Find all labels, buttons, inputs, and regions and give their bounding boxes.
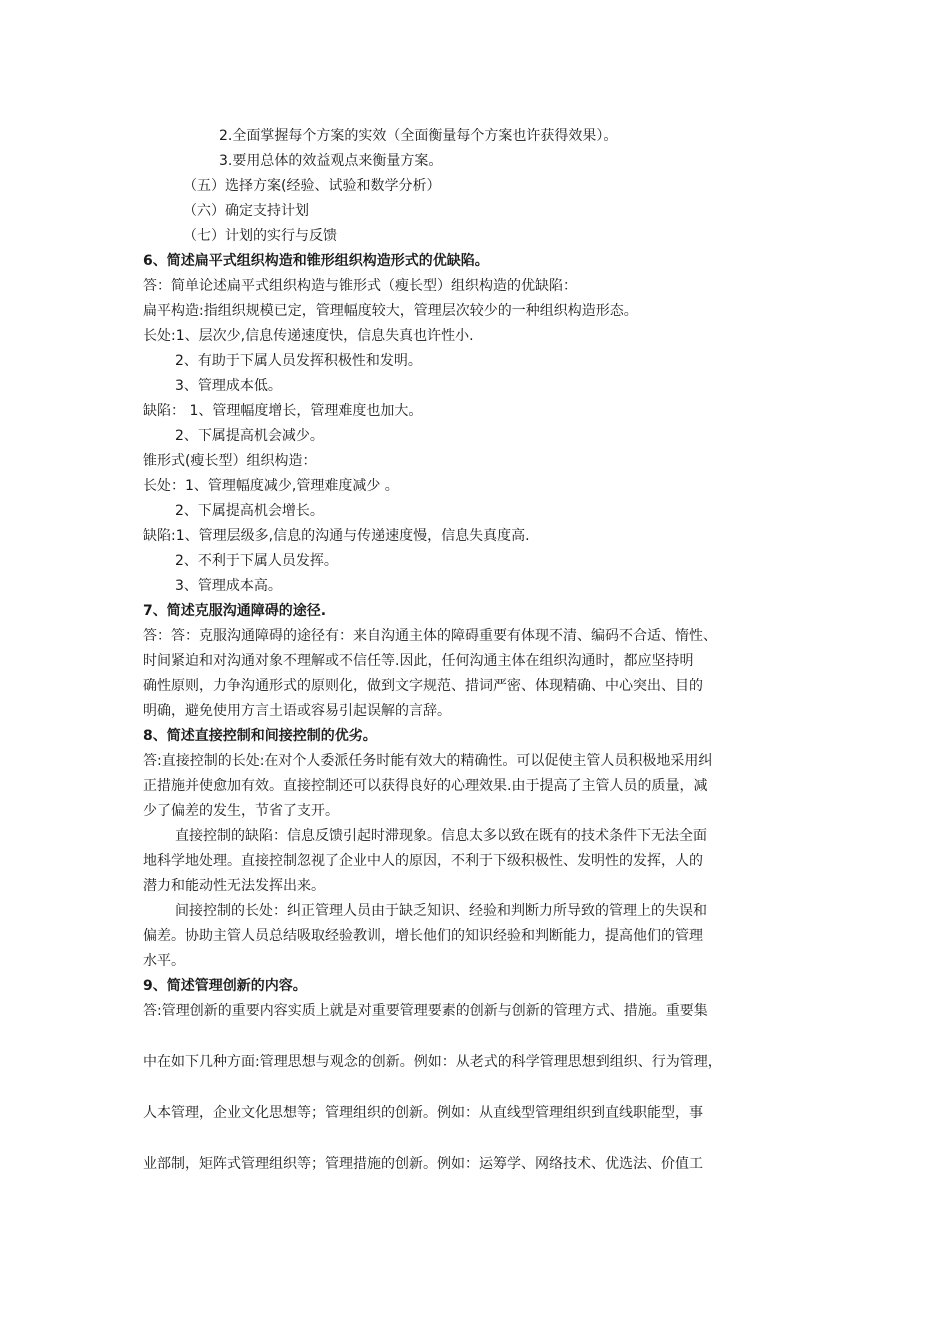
text-line: 答：简单论述扁平式组织构造与锥形式（瘦长型）组织构造的优缺陷：	[143, 278, 577, 294]
text-line: 缺陷:1、管理层级多,信息的沟通与传递速度慢，信息失真度高.	[143, 528, 530, 544]
document-body	[143, 124, 843, 1177]
text-line: 直接控制的缺陷：信息反馈引起时滞现象。信息太多以致在既有的技术条件下无法全面	[175, 828, 707, 844]
section-heading-8: 8、简述直接控制和间接控制的优劣。	[143, 728, 377, 744]
text-line: （七）计划的实行与反馈	[183, 228, 337, 244]
text-line: 缺陷： 1、管理幅度增长，管理难度也加大。	[143, 403, 423, 419]
text-line: 水平。	[143, 953, 185, 969]
text-line: 3、管理成本高。	[175, 578, 282, 594]
text-line: （五）选择方案(经验、试验和数学分析）	[183, 178, 441, 194]
text-line: 时间紧迫和对沟通对象不理解或不信任等.因此，任何沟通主体在组织沟通时，都应坚持明	[143, 653, 694, 669]
text-line: 业部制，矩阵式管理组织等；管理措施的创新。例如：运筹学、网络技术、优选法、价值工	[143, 1156, 703, 1172]
text-line: 2、下属提高机会减少。	[175, 428, 324, 444]
text-line: 长处：1、管理幅度减少,管理难度减少 。	[143, 478, 399, 494]
text-line: 锥形式(瘦长型）组织构造：	[143, 453, 317, 469]
section-heading-6: 6、简述扁平式组织构造和锥形组织构造形式的优缺陷。	[143, 253, 489, 269]
text-line: 明确，避免使用方言土语或容易引起误解的言辞。	[143, 703, 451, 719]
text-line: 答：答：克服沟通障碍的途径有：来自沟通主体的障碍重要有体现不清、编码不合适、惰性、	[143, 628, 717, 644]
text-line: 潜力和能动性无法发挥出来。	[143, 878, 325, 894]
text-line: 答:管理创新的重要内容实质上就是对重要管理要素的创新与创新的管理方式、措施。重要集	[143, 1003, 708, 1019]
section-heading-7: 7、简述克服沟通障碍的途径.	[143, 603, 327, 619]
text-line: 2、下属提高机会增长。	[175, 503, 324, 519]
text-line: 地科学地处理。直接控制忽视了企业中人的原因，不利于下级积极性、发明性的发挥，人的	[143, 853, 703, 869]
text-line: 确性原则，力争沟通形式的原则化，做到文字规范、措词严密、体现精确、中心突出、目的	[143, 678, 703, 694]
text-line: 3、管理成本低。	[175, 378, 282, 394]
text-line: 扁平构造:指组织规模已定，管理幅度较大，管理层次较少的一种组织构造形态。	[143, 303, 638, 319]
text-line: 2、不利于下属人员发挥。	[175, 553, 338, 569]
text-line: 间接控制的长处：纠正管理人员由于缺乏知识、经验和判断力所导致的管理上的失误和	[175, 903, 707, 919]
text-line: 少了偏差的发生，节省了支开。	[143, 803, 339, 819]
text-line: 3.要用总体的效益观点来衡量方案。	[219, 153, 443, 169]
text-line: 答:直接控制的长处:在对个人委派任务时能有效大的精确性。可以促使主管人员积极地采用纠	[143, 753, 713, 769]
text-line: 长处:1、层次少,信息传递速度快，信息失真也许性小.	[143, 328, 474, 344]
text-line: 正措施并使愈加有效。直接控制还可以获得良好的心理效果.由于提高了主管人员的质量，减	[143, 778, 708, 794]
section-heading-9: 9、简述管理创新的内容。	[143, 978, 307, 994]
text-line: （六）确定支持计划	[183, 203, 309, 219]
text-line: 2.全面掌握每个方案的实效（全面衡量每个方案也许获得效果）。	[219, 128, 618, 144]
text-line: 人本管理，企业文化思想等；管理组织的创新。例如：从直线型管理组织到直线职能型，事	[143, 1105, 703, 1121]
text-line: 2、有助于下属人员发挥积极性和发明。	[175, 353, 422, 369]
text-line: 偏差。协助主管人员总结吸取经验教训，增长他们的知识经验和判断能力，提高他们的管理	[143, 928, 703, 944]
text-line: 中在如下几种方面:管理思想与观念的创新。例如：从老式的科学管理思想到组织、行为管理，	[143, 1054, 722, 1070]
